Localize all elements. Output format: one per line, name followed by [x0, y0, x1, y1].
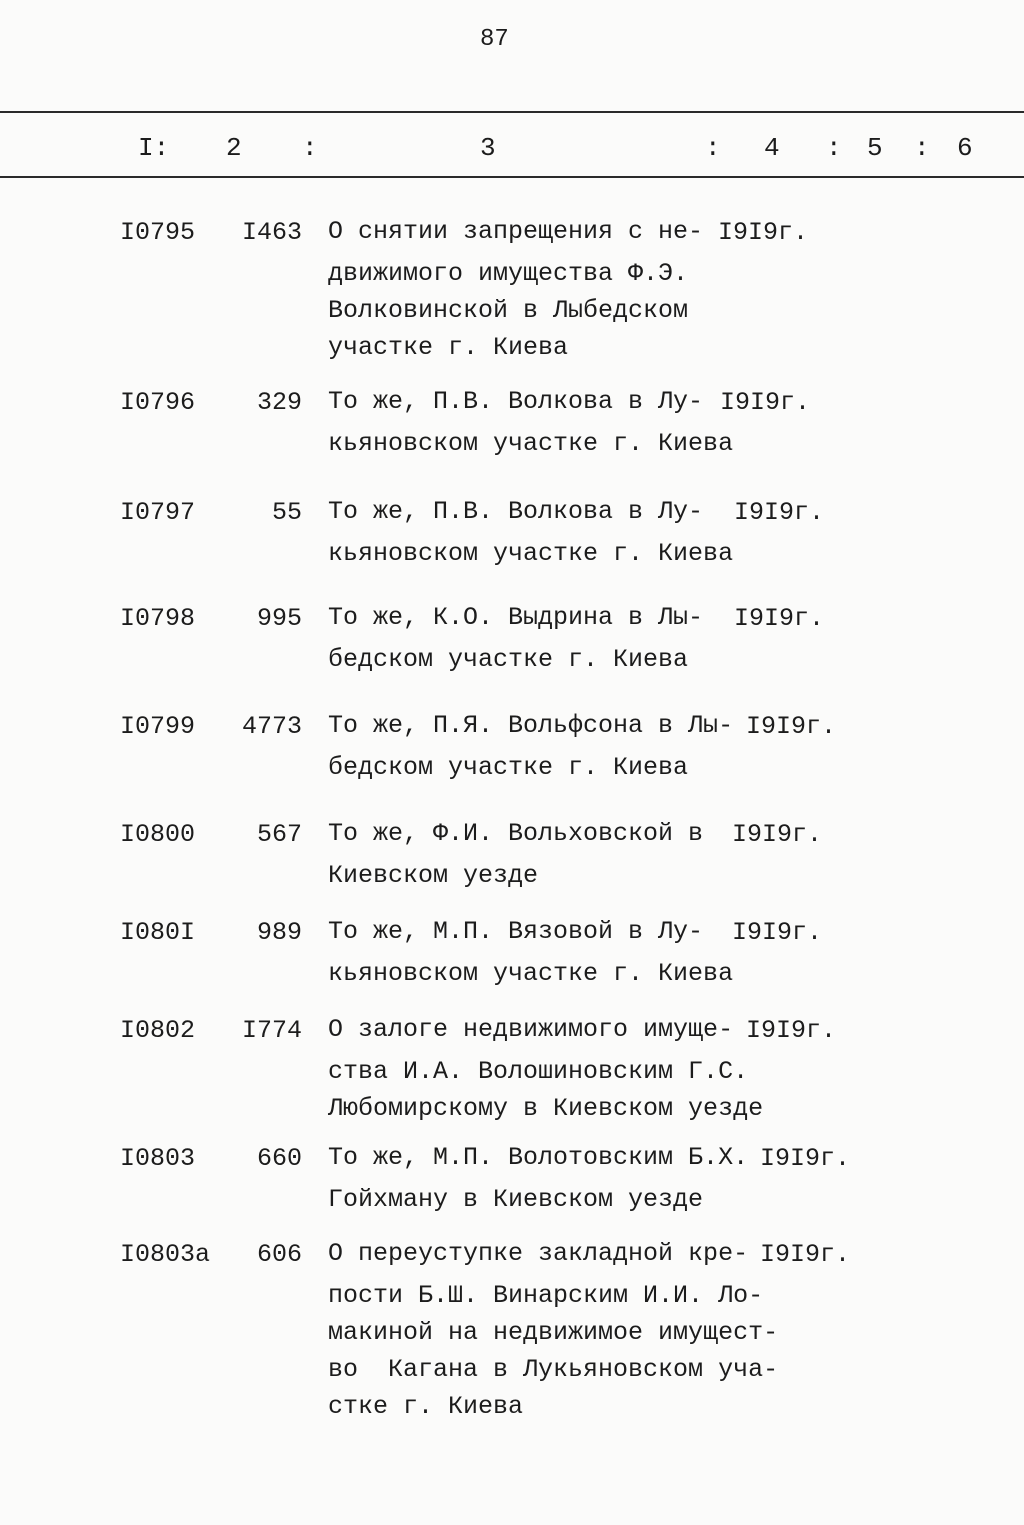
description-line: во Кагана в Лукьяновском уча- — [328, 1355, 779, 1384]
entry-year: I9I9г. — [734, 604, 825, 633]
description-line: То же, П.В. Волкова в Лу- — [328, 387, 704, 416]
description-line: стке г. Киева — [328, 1392, 524, 1421]
description-line: О залоге недвижимого имуще- — [328, 1015, 734, 1044]
entry-year: I9I9г. — [732, 918, 823, 947]
description-line: То же, П.Я. Вольфсона в Лы- — [328, 711, 734, 740]
column-header-1: I: — [138, 133, 170, 163]
entry-year: I9I9г. — [734, 498, 825, 527]
column-separator: : — [826, 133, 842, 163]
description-line: То же, П.В. Волкова в Лу- — [328, 497, 704, 526]
column-header-3: 3 — [480, 133, 496, 163]
header-bottom-rule — [0, 176, 1024, 178]
column-header-4: 4 — [764, 133, 780, 163]
entry-sheets: I774 — [241, 1016, 302, 1045]
entry-number: I0797 — [120, 498, 196, 527]
description-line: То же, Ф.И. Вольховской в — [328, 819, 704, 848]
entry-sheets: 329 — [256, 388, 302, 417]
description-line: О переуступке закладной кре- — [328, 1239, 749, 1268]
description-line: О снятии запрещения с не- — [328, 217, 704, 246]
entry-number: I0803 — [120, 1144, 196, 1173]
entry-year: I9I9г. — [718, 218, 809, 247]
entry-number: I0802 — [120, 1016, 196, 1045]
description-line: То же, М.П. Вязовой в Лу- — [328, 917, 704, 946]
entry-number: I0799 — [120, 712, 196, 741]
entry-sheets: 55 — [271, 498, 302, 527]
entry-number: I0803а — [120, 1240, 211, 1269]
entry-number: I0800 — [120, 820, 196, 849]
description-line: Волковинской в Лыбедском — [328, 296, 689, 325]
entry-year: I9I9г. — [746, 712, 837, 741]
description-line: То же, М.П. Волотовским Б.Х. — [328, 1143, 749, 1172]
description-line: ства И.А. Волошиновским Г.С. — [328, 1057, 749, 1086]
entry-sheets: 989 — [256, 918, 302, 947]
entry-sheets: 606 — [256, 1240, 302, 1269]
description-line: кьяновском участке г. Киева — [328, 959, 734, 988]
description-line: Любомирскому в Киевском уезде — [328, 1094, 764, 1123]
entry-sheets: I463 — [241, 218, 302, 247]
entry-number: I0798 — [120, 604, 196, 633]
description-line: кьяновском участке г. Киева — [328, 539, 734, 568]
description-line: кьяновском участке г. Киева — [328, 429, 734, 458]
description-line: бедском участке г. Киева — [328, 645, 689, 674]
header-top-rule — [0, 111, 1024, 113]
entry-year: I9I9г. — [732, 820, 823, 849]
column-separator: : — [705, 133, 721, 163]
description-line: пости Б.Ш. Винарским И.И. Ло- — [328, 1281, 764, 1310]
description-line: Киевском уезде — [328, 861, 539, 890]
entry-sheets: 995 — [256, 604, 302, 633]
entry-year: I9I9г. — [746, 1016, 837, 1045]
column-header-6: 6 — [957, 133, 973, 163]
entry-year: I9I9г. — [720, 388, 811, 417]
page-number: 87 — [480, 26, 509, 53]
description-line: бедском участке г. Киева — [328, 753, 689, 782]
description-line: То же, К.О. Выдрина в Лы- — [328, 603, 704, 632]
entry-number: I0796 — [120, 388, 196, 417]
description-line: участке г. Киева — [328, 333, 569, 362]
entry-number: I080I — [120, 918, 196, 947]
column-separator: : — [302, 133, 318, 163]
entry-year: I9I9г. — [760, 1240, 851, 1269]
description-line: Гойхману в Киевском уезде — [328, 1185, 704, 1214]
description-line: движимого имущества Ф.Э. — [328, 259, 689, 288]
column-header-5: 5 — [867, 133, 883, 163]
entry-year: I9I9г. — [760, 1144, 851, 1173]
entry-number: I0795 — [120, 218, 196, 247]
entry-sheets: 4773 — [241, 712, 302, 741]
column-separator: : — [914, 133, 930, 163]
entry-sheets: 567 — [256, 820, 302, 849]
description-line: макиной на недвижимое имущест- — [328, 1318, 779, 1347]
entry-sheets: 660 — [256, 1144, 302, 1173]
column-header-2: 2 — [226, 133, 242, 163]
